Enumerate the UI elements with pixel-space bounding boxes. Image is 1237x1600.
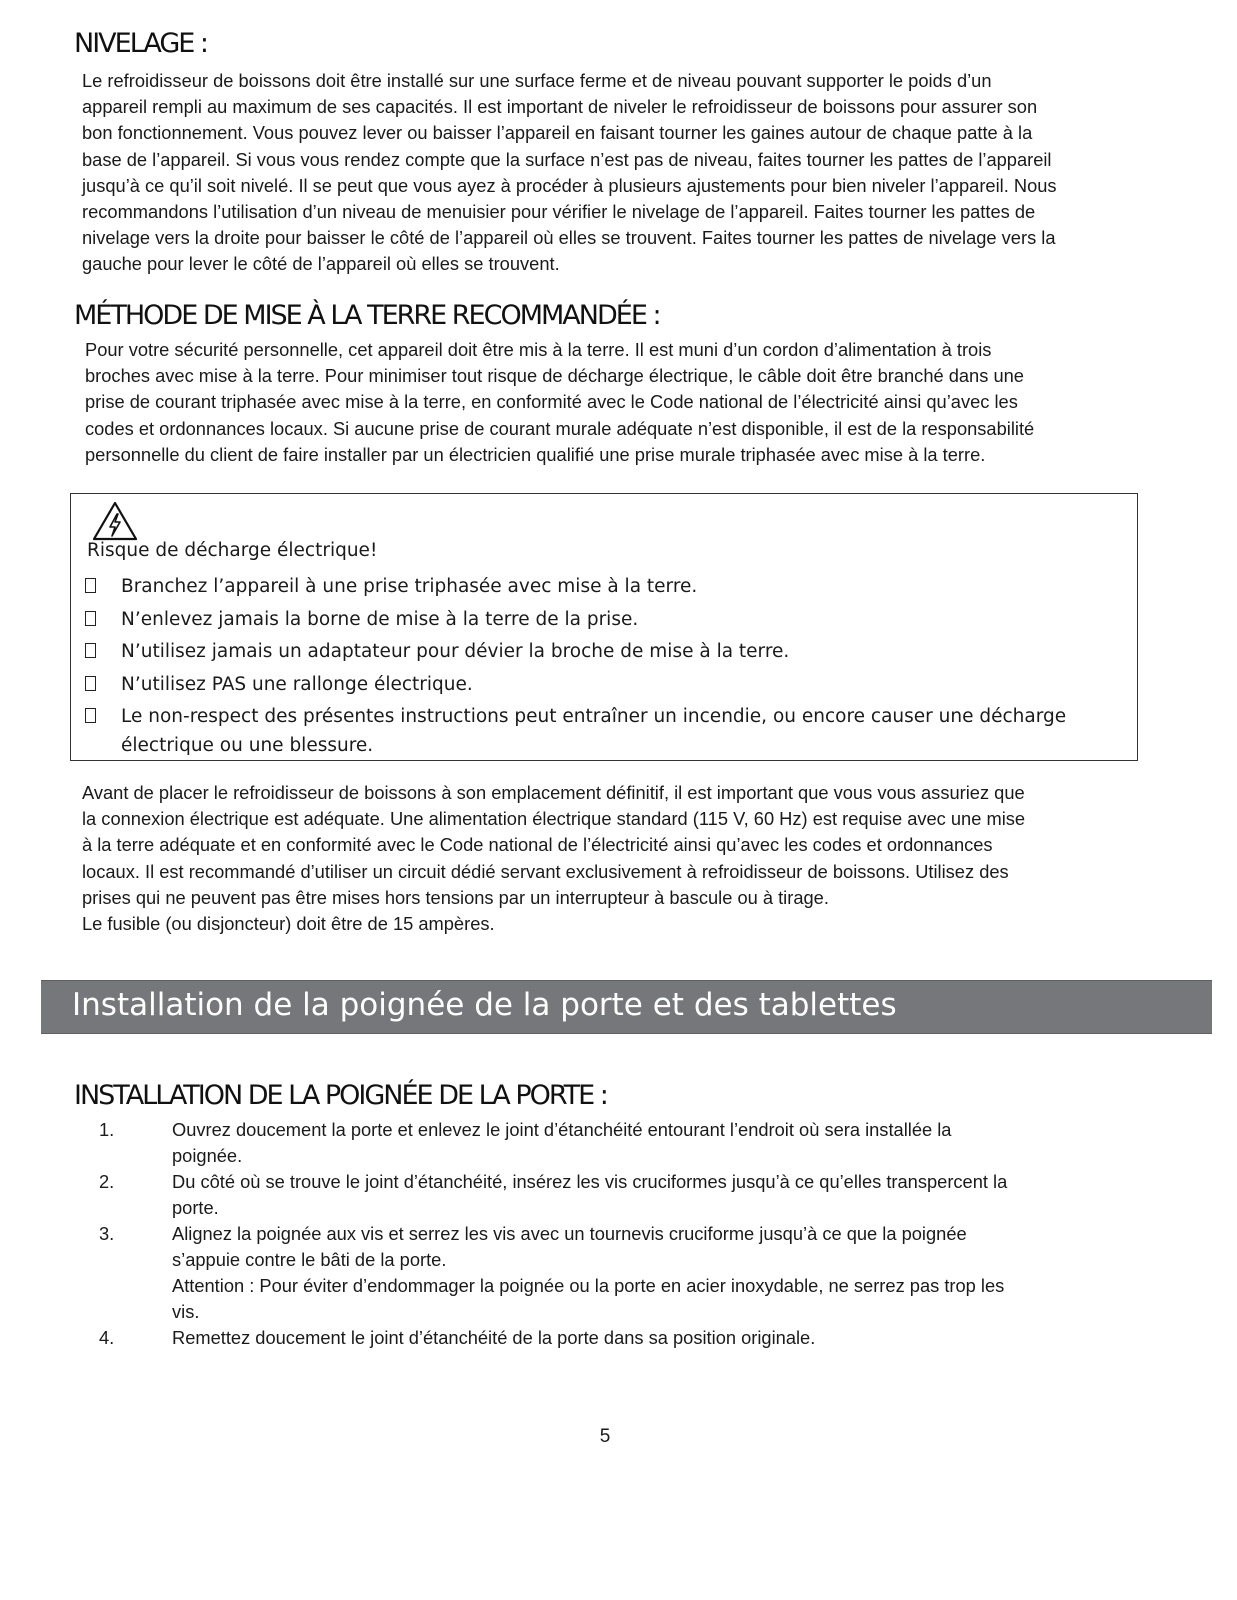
banner-title: Installation de la poignée de la porte et des tablettes — [72, 987, 897, 1023]
grounding-heading: MÉTHODE DE MISE À LA TERRE RECOMMANDÉE : — [74, 300, 660, 331]
electrical-paragraph: Avant de placer le refroidisseur de boissons à son emplacement définitif, il est important que vous vous assuriez que la connexion électrique est adéquate. Une alimentation électrique standard (115 V, 60 Hz) est requise avec une mise à la terre adéquate et en conformité avec le Code national de l’électricité ainsi qu’avec les codes et ordonnances locaux. Il est recommandé d’utiliser un circuit dédié servant exclusivement à refroidisseur de boissons. Utilisez des prises qui ne peuvent pas être mises hors tensions par un interrupteur à bascule ou à tirage. Le fusible (ou disjoncteur) doit être de 15 ampères. — [82, 782, 1026, 935]
step-number: 4. — [99, 1327, 115, 1348]
bullet-box-icon — [85, 611, 96, 626]
grounding-paragraph: Pour votre sécurité personnelle, cet appareil doit être mis à la terre. Il est muni d’un cordon d’alimentation à trois broches avec mise à la terre. Pour minimiser tout risque de décharge électrique, le câble doit être branché dans une prise de courant triphasée avec mise à la terre, en conformité avec le Code national de l’électricité ainsi qu’avec les codes et ordonnances locaux. Si aucune prise de courant murale adéquate n’est disponible, il est de la responsabilité personnelle du client de faire installer par un électricien qualifié une prise murale triphasée avec mise à la terre. — [85, 339, 1035, 465]
bullet-box-icon — [85, 578, 96, 593]
bullet-box-icon — [85, 676, 96, 691]
step-text: Remettez doucement le joint d’étanchéité de la porte dans sa position originale. — [172, 1327, 816, 1348]
bullet-box-icon — [85, 643, 96, 658]
step-number: 2. — [99, 1171, 115, 1192]
step-text: Ouvrez doucement la porte et enlevez le joint d’étanchéité entourant l’endroit où sera installée la poignée. — [172, 1119, 952, 1166]
bullet-box-icon — [85, 708, 96, 723]
step-item — [0, 1325, 1237, 1351]
warning-item: Branchez l’appareil à une prise triphasée avec mise à la terre. — [71, 572, 1066, 601]
step-text: Alignez la poignée aux vis et serrez les vis avec un tournevis cruciforme jusqu’à ce que la poignée s’appuie contre le bâti de la porte. Attention : Pour éviter d’endommager la poignée ou la porte en acier inoxydable, ne serrez pas trop les vis. — [172, 1223, 1005, 1322]
leveling-heading: NIVELAGE : — [74, 28, 208, 59]
leveling-paragraph: Le refroidisseur de boissons doit être installé sur une surface ferme et de niveau pouvant supporter le poids d’un appareil rempli au maximum de ses capacités. Il est important de niveler le refroidisseur de boissons pour assurer son bon fonctionnement. Vous pouvez lever ou baisser l’appareil en faisant tourner les gaines autour de chaque patte à la base de l’appareil. Si vous vous rendez compte que la surface n’est pas de niveau, faites tourner les pattes de l’appareil jusqu’à ce qu’il soit nivelé. Il se peut que vous ayez à procéder à plusieurs ajustements pour bien niveler l’appareil. Nous recommandons l’utilisation d’un niveau de menuisier pour vérifier le nivelage de l’appareil. Faites tourner les pattes de nivelage vers la droite pour baisser le côté de l’appareil où elles se trouvent. Faites tourner les pattes de nivelage vers la gauche pour lever le côté de l’appareil où elles se trouvent. — [82, 70, 1057, 275]
step-item — [0, 1117, 1237, 1169]
warning-title: Risque de décharge électrique! — [87, 540, 378, 561]
page-number: 5 — [599, 1426, 611, 1447]
warning-list — [71, 572, 1066, 764]
warning-box — [70, 493, 1138, 761]
handle-heading: INSTALLATION DE LA POIGNÉE DE LA PORTE : — [74, 1080, 607, 1111]
step-text: Du côté où se trouve le joint d’étanchéité, insérez les vis cruciformes jusqu’à ce qu’elles transpercent la porte. — [172, 1171, 1008, 1218]
warning-item: N’utilisez PAS une rallonge électrique. — [71, 670, 1066, 699]
step-number: 3. — [99, 1223, 115, 1244]
step-number: 1. — [99, 1119, 115, 1140]
step-item — [0, 1169, 1237, 1221]
warning-item: N’enlevez jamais la borne de mise à la terre de la prise. — [71, 605, 1066, 634]
electric-hazard-icon — [91, 500, 139, 542]
step-item — [0, 1221, 1237, 1325]
warning-item: Le non-respect des présentes instructions peut entraîner un incendie, ou encore causer une décharge électrique ou une blessure. — [71, 702, 1066, 760]
handle-steps-list — [0, 1117, 1237, 1351]
warning-item: N’utilisez jamais un adaptateur pour dévier la broche de mise à la terre. — [71, 637, 1066, 666]
section-banner — [41, 980, 1212, 1034]
